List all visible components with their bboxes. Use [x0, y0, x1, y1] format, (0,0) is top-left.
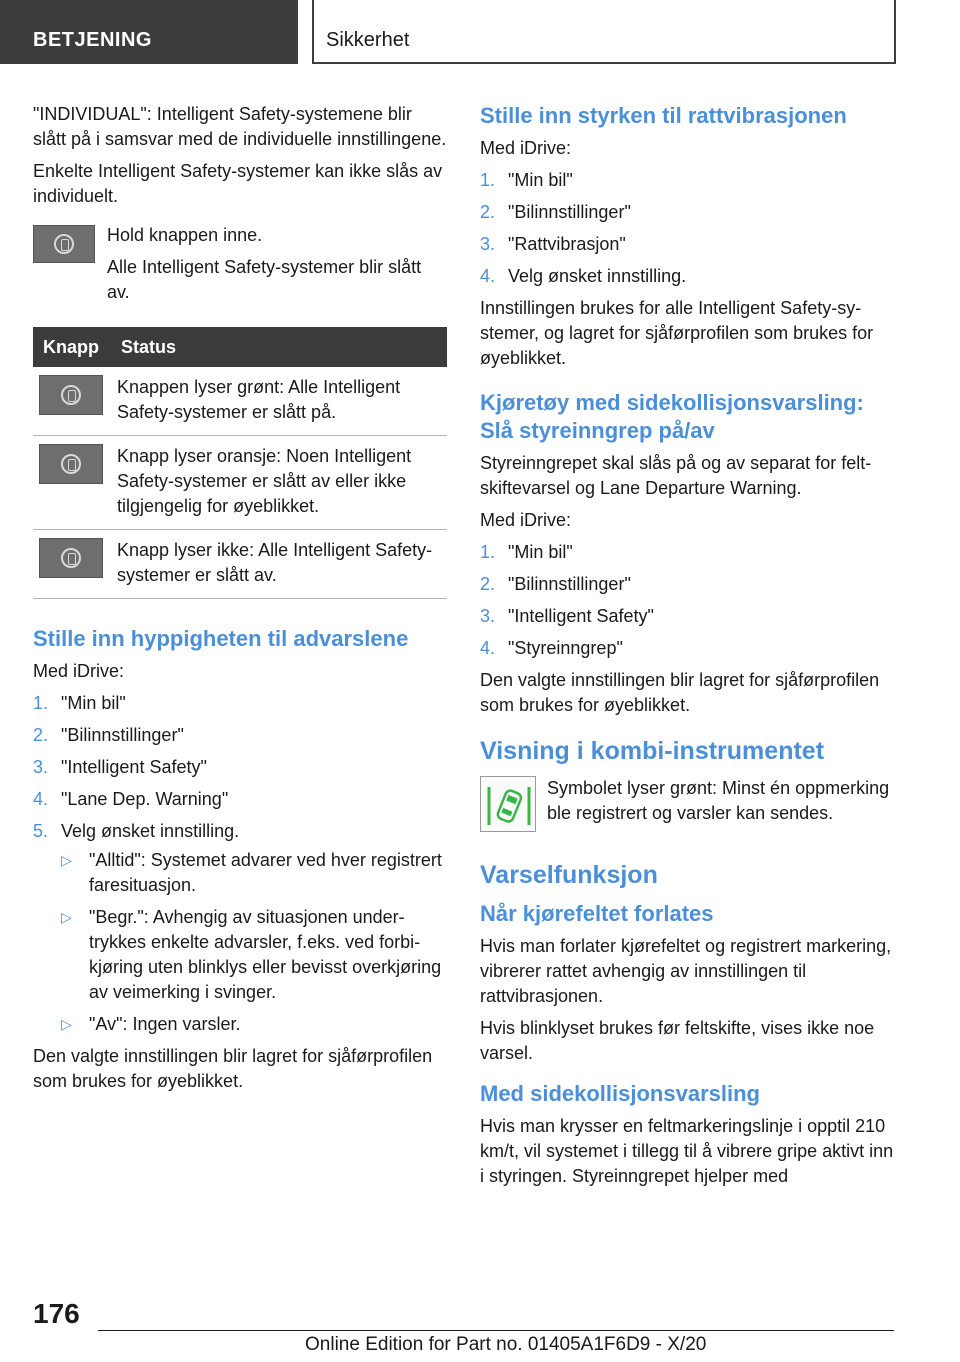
with-idrive: Med iDrive:	[33, 661, 125, 681]
hold-description: Alle Intelligent Safety-systemer blir slått av.	[107, 257, 422, 302]
hold-button-block	[33, 223, 447, 305]
with-idrive: Med iDrive:	[480, 138, 572, 158]
closing-note: Den valgte innstillingen blir lagret for sjåførprofilen som brukes for øyeblikket.	[33, 1046, 433, 1091]
list-item: ▷ "Begr.": Avhengig av situasjonen undertrykkes enkelte advarsler, f.eks. ved forbikjøring uten blinklys eller bevisst overkjøring av veimerking i svinger.	[61, 907, 442, 1002]
heading-warning-function: Varselfunksjon	[480, 861, 658, 889]
right-column	[480, 102, 898, 1196]
safety-button-icon	[33, 225, 95, 263]
leave-lane-paragraph-1: Hvis man forlater kjørefeltet og registrert markering, vibrerer rattet avhengig av innstillingen til rattvibrasjonen.	[480, 936, 892, 1006]
table-row	[33, 367, 447, 436]
list-item: 2. "Bilinnstillinger"	[33, 725, 184, 745]
with-side-collision-paragraph: Hvis man krysser en feltmarkeringslinje i opptil 210 km/t, vil systemet i tillegg til å vibrere gripe aktivt inn i styringen. Styreinngrepet hjelper med	[480, 1116, 894, 1186]
vibration-steps	[480, 168, 898, 289]
safety-button-off-icon	[39, 538, 103, 578]
list-item: 3. "Intelligent Safety"	[33, 757, 207, 777]
triangle-bullet-icon: ▷	[61, 1016, 72, 1032]
individual-paragraph: "INDIVIDUAL": Intelligent Safety-systemene blir slått på i samsvar med de individuelle innstillingene.	[33, 104, 447, 149]
footer-edition: Online Edition for Part no. 01405A1F6D9 - X/20	[305, 1334, 707, 1355]
list-item: 3. "Rattvibrasjon"	[480, 234, 626, 254]
lane-departure-icon	[480, 776, 536, 832]
side-collision-note: Styreinngrepet skal slås på og av separat for feltskiftevarsel og Lane Departure Warning.	[480, 453, 872, 498]
option-list	[61, 848, 447, 1037]
with-idrive: Med iDrive:	[480, 510, 572, 530]
heading-leave-lane: Når kjørefeltet forlates	[480, 901, 714, 926]
page-number: 176	[33, 1298, 80, 1329]
list-item: 1. "Min bil"	[480, 542, 573, 562]
triangle-bullet-icon: ▷	[61, 852, 72, 868]
list-item: 4. "Lane Dep. Warning"	[33, 789, 229, 809]
list-item: 5. Velg ønsket innstilling. ▷ "Alltid": Systemet advarer ved hver registrert faresituasjon. ▷ "Begr.": Avhengig av situasjonen undertrykkes enkelte advarsler, f.eks. ved forbikjøring uten blinklys eller bevisst overkjøring av veimerking i svinger. ▷ "Av": Ingen varsler.	[33, 819, 447, 1037]
table-row	[33, 530, 447, 599]
chapter-tab: Sikkerhet	[312, 0, 896, 64]
kombi-block	[480, 776, 898, 838]
status-cell: Knappen lyser grønt: Alle Intelligent Safety-systemer er slått på.	[111, 367, 447, 436]
table-row	[33, 436, 447, 530]
heading-frequency: Stille inn hyppigheten til advarslene	[33, 626, 409, 651]
vibration-note: Innstillingen brukes for alle Intelligent Safety-systemer, og lagret for sjåførprofilen som brukes for øyeblikket.	[480, 298, 874, 368]
list-item: 2. "Bilinnstillinger"	[480, 202, 631, 222]
triangle-bullet-icon: ▷	[61, 909, 72, 925]
hold-instruction: Hold knappen inne.	[107, 225, 263, 245]
saved-note: Den valgte innstillingen blir lagret for sjåførprofilen som brukes for øyeblikket.	[480, 670, 880, 715]
list-item: 1. "Min bil"	[480, 170, 573, 190]
list-item: ▷ "Alltid": Systemet advarer ved hver registrert faresituasjon.	[61, 850, 442, 895]
heading-vibration: Stille inn styrken til rattvibrasjonen	[480, 103, 847, 128]
frequency-steps	[33, 691, 447, 1037]
footer-divider	[98, 1330, 894, 1331]
heading-side-collision: Kjøretøy med sidekollisjonsvarsling: Slå styreinngrep på/av	[480, 390, 864, 443]
list-item: 1. "Min bil"	[33, 693, 126, 713]
left-column	[33, 102, 447, 1101]
leave-lane-paragraph-2: Hvis blinklyset brukes før feltskifte, vises ikke noe varsel.	[480, 1018, 875, 1063]
side-steps	[480, 540, 898, 661]
list-item: 4. Velg ønsket innstilling.	[480, 266, 687, 286]
list-item: 3. "Intelligent Safety"	[480, 606, 654, 626]
heading-with-side-collision: Med sidekollisjonsvarsling	[480, 1081, 760, 1106]
col-header-status: Status	[111, 327, 447, 367]
safety-button-green-icon	[39, 375, 103, 415]
status-cell: Knapp lyser ikke: Alle Intelligent Safety-systemer er slått av.	[111, 530, 447, 599]
list-item: ▷ "Av": Ingen varsler.	[61, 1012, 447, 1037]
hold-description-1	[33, 255, 447, 305]
heading-kombi: Visning i kombi-instrumentet	[480, 737, 825, 765]
page-header	[0, 0, 960, 66]
section-tab: BETJENING	[0, 0, 298, 64]
individual-note: Enkelte Intelligent Safety-systemer kan ikke slås av individuelt.	[33, 161, 443, 206]
list-item: 4. "Styreinngrep"	[480, 638, 623, 658]
col-header-knapp: Knapp	[33, 327, 111, 367]
status-table	[33, 327, 447, 599]
status-cell: Knapp lyser oransje: Noen Intelligent Safety-systemer er slått av eller ikke tilgjengelig for øyeblikket.	[111, 436, 447, 530]
list-item: 2. "Bilinnstillinger"	[480, 574, 631, 594]
safety-button-orange-icon	[39, 444, 103, 484]
kombi-description: Symbolet lyser grønt: Minst én oppmerking ble registrert og varsler kan sendes.	[547, 778, 890, 823]
